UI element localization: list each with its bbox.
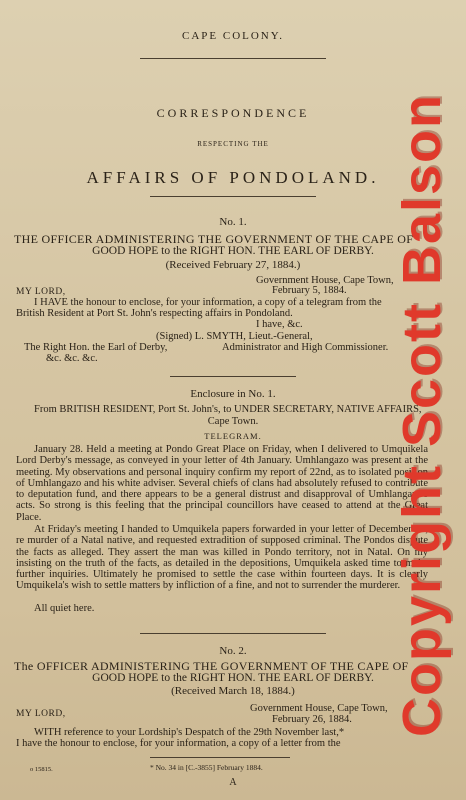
enclosure-paragraph-3: All quiet here. — [34, 603, 95, 614]
letter1-addressee: The Right Hon. the Earl of Derby, — [24, 342, 168, 353]
letter1-closing: I have, &c. — [256, 319, 303, 330]
letter2-body-line1: WITH reference to your Lordship's Despatch of the 29th November last,* — [34, 727, 345, 738]
copyright-watermark — [380, 50, 464, 780]
enclosure-paragraph-2: At Friday's meeting I handed to Umquikela papers forwarded in your letter of December 31, re murder of a Natal native, and requested extradition of supposed criminal. The Pondos dispute the facts as alleged. They assert the man was killed in Pondo territory, not in Natal. On my insisting on the truth of the facts, as detailed in the depositions, Umquikela asked time to make further inquiries. Ultimately he promised to settle the case within fourteen days. It is clearly Umquikela's wish to settle matters by infliction of a fine, and not to surrender the murderer. — [16, 524, 428, 592]
letter1-salutation: MY LORD, — [16, 287, 66, 297]
correspondence-heading: CORRESPONDENCE — [156, 106, 310, 120]
letter2-received: (Received March 18, 1884.) — [171, 685, 295, 697]
letter2-place: Government House, Cape Town, — [250, 703, 388, 714]
letter2-salutation: MY LORD, — [16, 709, 66, 719]
footer-code: o 15815. — [30, 766, 53, 773]
footnote-rule — [150, 757, 290, 758]
enclosure-title: Enclosure in No. 1. — [190, 388, 276, 400]
letter1-date: February 5, 1884. — [272, 285, 347, 296]
document-title: AFFAIRS OF PONDOLAND. — [86, 168, 380, 187]
respecting-label: RESPECTING THE — [197, 140, 269, 148]
title-rule — [150, 196, 316, 197]
enclosure-from-line2: Cape Town. — [207, 416, 259, 427]
enclosure-from-line1: From BRITISH RESIDENT, Port St. John's, to UNDER SECRETARY, NATIVE AFFAIRS, — [34, 404, 422, 415]
section-rule-1 — [170, 376, 296, 377]
letter2-date: February 26, 1884. — [272, 714, 352, 725]
telegram-label: TELEGRAM. — [204, 431, 262, 441]
letter2-number: No. 2. — [219, 645, 247, 657]
letter2-heading-line2: GOOD HOPE to the RIGHT HON. THE EARL OF DERBY. — [92, 672, 374, 684]
signature-mark: A — [229, 777, 237, 788]
letter1-heading-line2: GOOD HOPE to the RIGHT HON. THE EARL OF DERBY. — [92, 245, 374, 257]
letter1-signed: (Signed) L. SMYTH, Lieut.-General, — [156, 331, 313, 342]
letter1-place: Government House, Cape Town, — [256, 275, 394, 286]
letter2-body-line2: I have the honour to enclose, for your information, a copy of a letter from the — [16, 738, 341, 749]
letter1-heading-line1: THE OFFICER ADMINISTERING THE GOVERNMENT OF THE CAPE OF — [14, 232, 414, 246]
letter1-body-line2: British Resident at Port St. John's respecting affairs in Pondoland. — [16, 308, 293, 319]
header-rule — [140, 58, 326, 59]
colony-heading: CAPE COLONY. — [181, 30, 285, 42]
enclosure-paragraph-1: January 28. Held a meeting at Pondo Great Place on Friday, when I delivered to Umquikela Lord Derby's message, as conveyed in your letter of 4th January. Umhlangazo was present at the meeting. My observations and personal inquiry confirm my report of 22nd, as to isolated position of Umhlangazo and his white adviser. Several chiefs of clans had absolutely refused to contribute to deputation fund, and there appears to be a general distrust and disapproval of Umhlangazo's acts. So strong is this feeling that the principal councillors have ceased to attend at the Great Place. — [16, 444, 428, 523]
section-rule-2 — [140, 633, 326, 634]
letter1-received: (Received February 27, 1884.) — [165, 259, 301, 271]
letter2-heading-line1: The OFFICER ADMINISTERING THE GOVERNMENT OF THE CAPE OF — [14, 659, 409, 673]
letter1-number: No. 1. — [219, 216, 247, 228]
letter1-body-line1: I HAVE the honour to enclose, for your information, a copy of a telegram from the — [34, 297, 382, 308]
footnote: * No. 34 in [C.-3855] February 1884. — [150, 763, 263, 772]
watermark-text: Copyright Scott Balson — [392, 92, 453, 738]
letter1-signer-title: Administrator and High Commissioner. — [222, 342, 389, 353]
letter1-etc: &c. &c. &c. — [46, 353, 98, 364]
